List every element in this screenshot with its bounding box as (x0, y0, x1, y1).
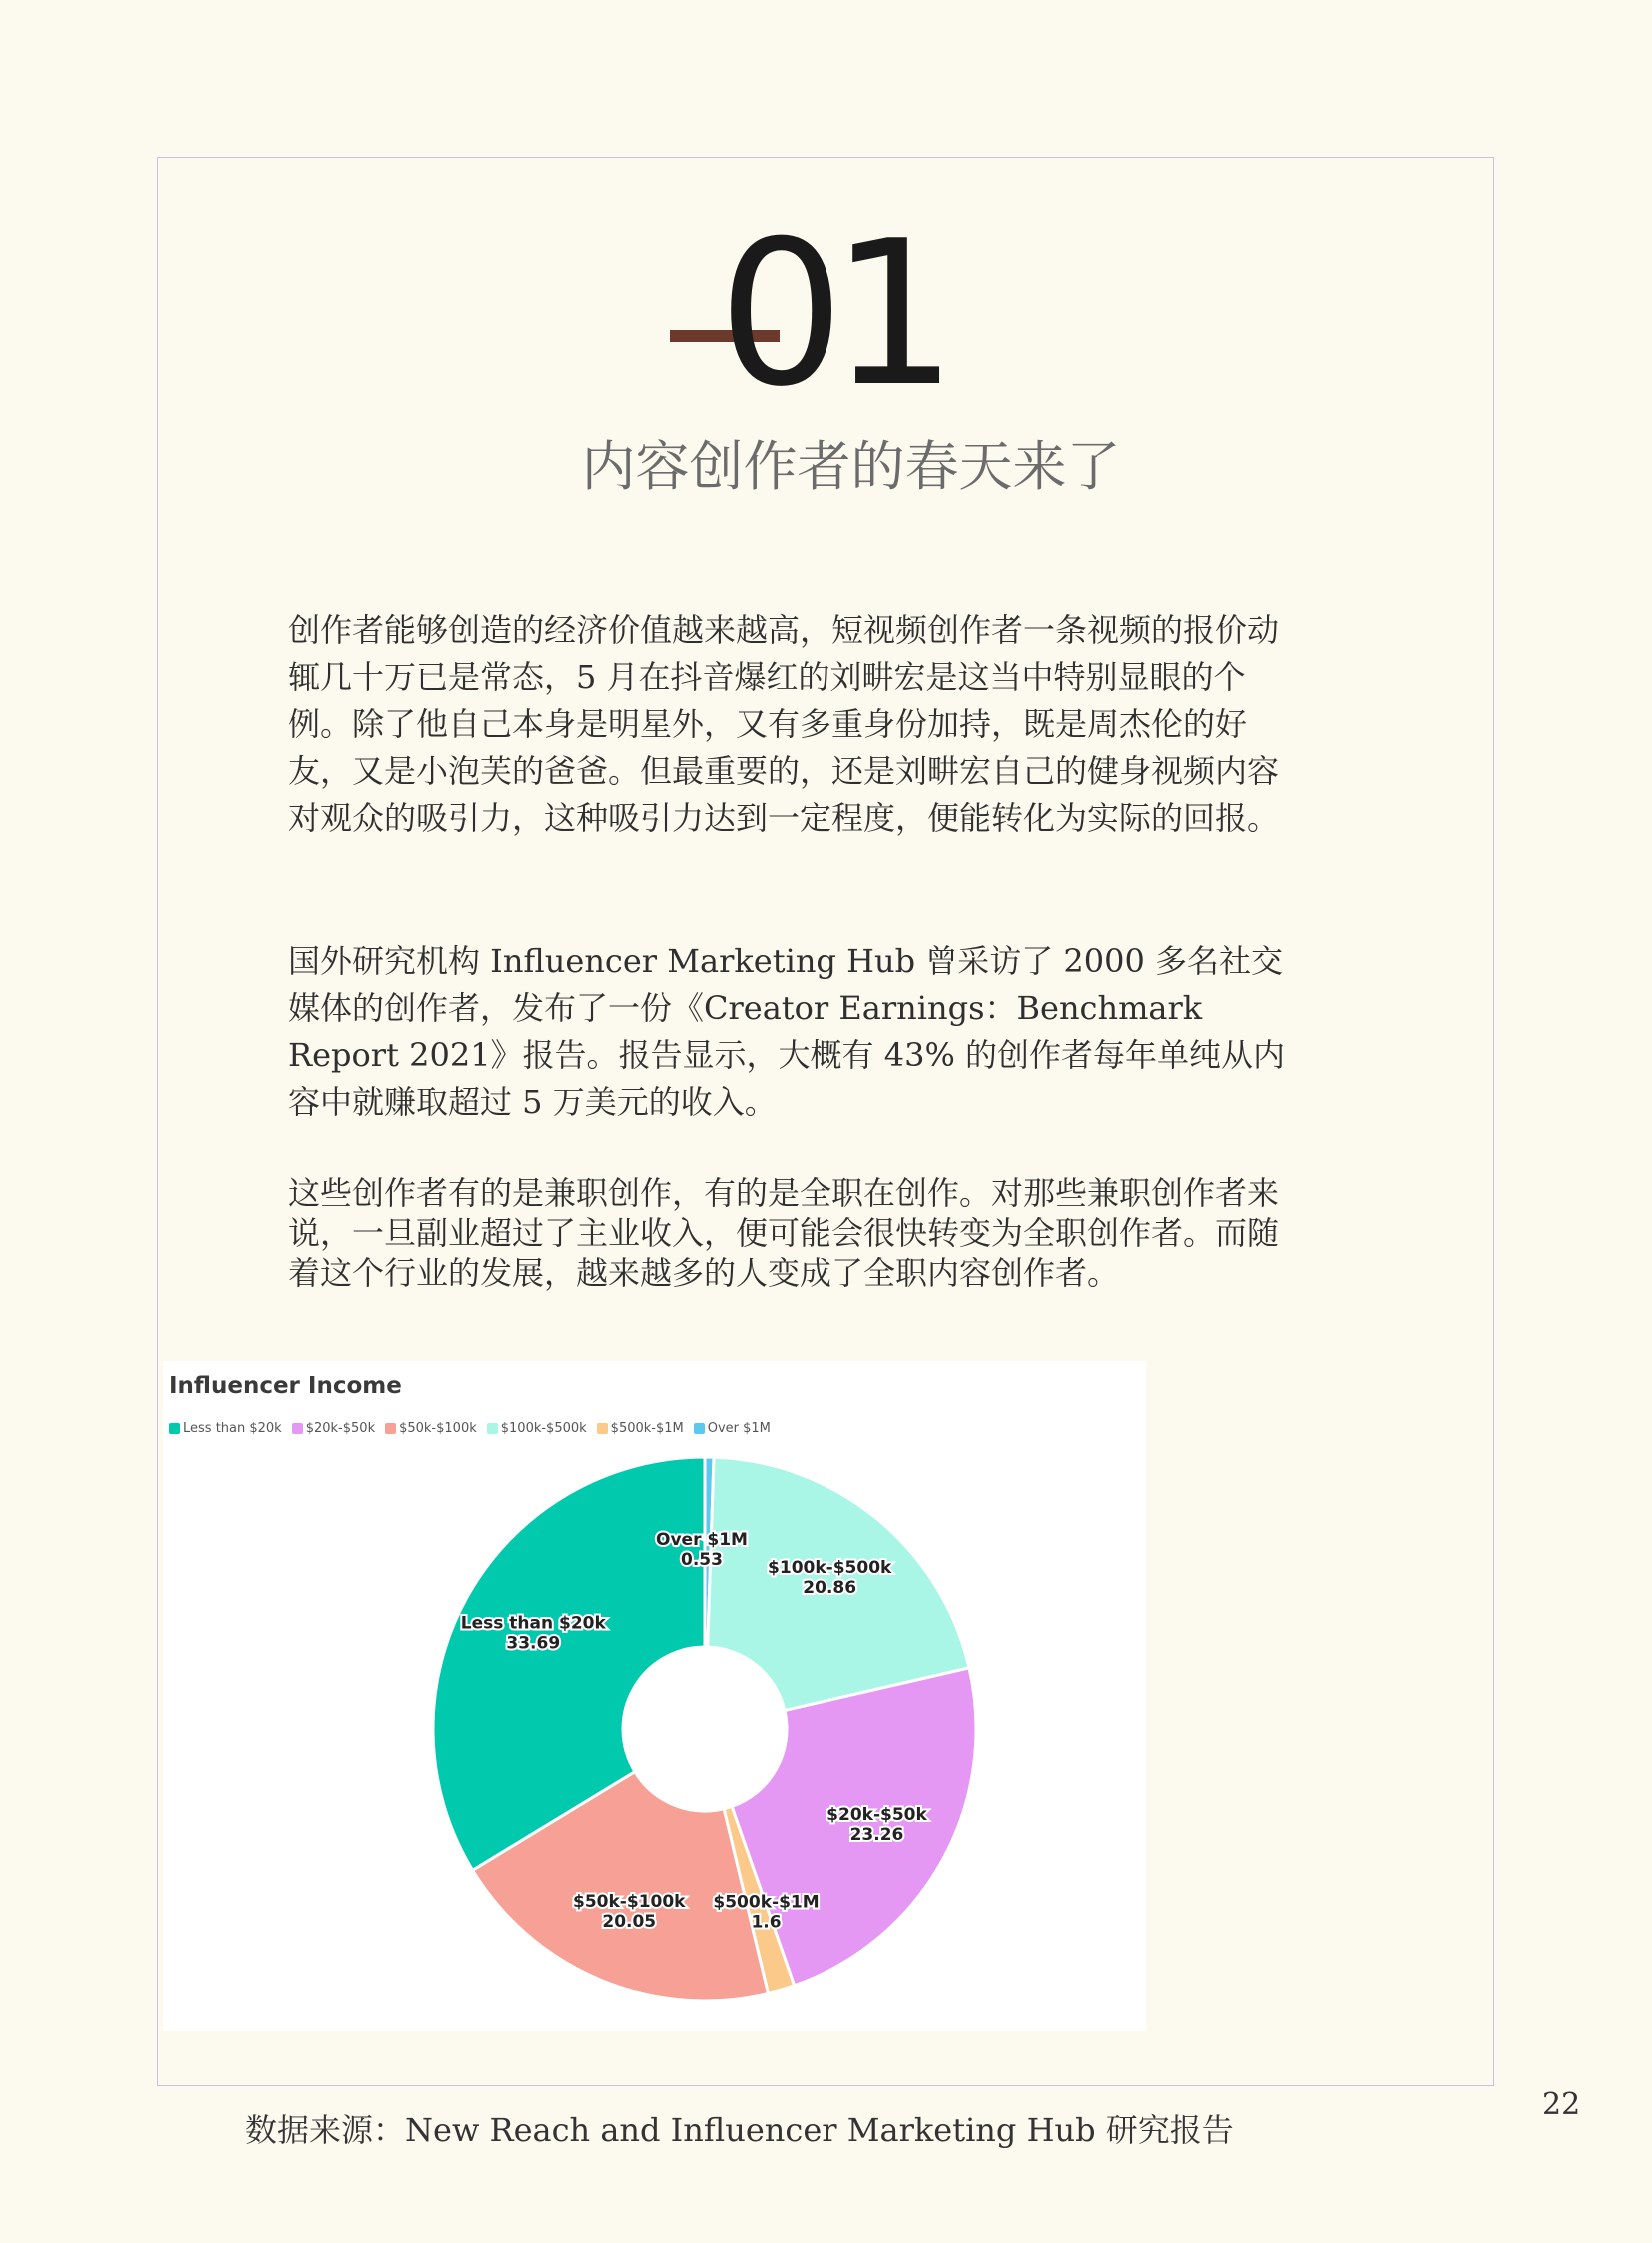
paragraph-1: 创作者能够创造的经济价值越来越高，短视频创作者一条视频的报价动辄几十万已是常态，5 月在抖音爆红的刘畊宏是这当中特别显眼的个例。除了他自己本身是明星外，又有多重身份加持，既是周杰伦的好友，又是小泡芙的爸爸。但最重要的，还是刘畊宏自己的健身视频内容对观众的吸引力，这种吸引力达到一定程度，便能转化为实际的回报。 (288, 611, 1280, 837)
slice-label: Over $1M (656, 1530, 748, 1551)
data-source-note: 数据来源：New Reach and Influencer Marketing Hub 研究报告 (245, 2111, 1234, 2149)
legend-label: Less than $20k (183, 1421, 282, 1436)
legend-label: $500k-$1M (610, 1421, 684, 1436)
chapter-number: 01 (718, 198, 944, 431)
legend-label: Over $1M (707, 1421, 771, 1436)
slice-value-label: 1.6 (751, 1912, 782, 1933)
slice-value-label: 20.86 (803, 1577, 857, 1598)
paragraph-3: 这些创作者有的是兼职创作，有的是全职在创作。对那些兼职创作者来说，一旦副业超过了主业收入，便可能会很快转变为全职创作者。而随着这个行业的发展，越来越多的人变成了全职内容创作者。 (288, 1174, 1280, 1292)
slice-value-label: 20.05 (602, 1911, 657, 1932)
paragraph-2: 国外研究机构 Influencer Marketing Hub 曾采访了 2000 多名社交媒体的创作者，发布了一份《Creator Earnings：Benchmark Report 2021》报告。报告显示，大概有 43% 的创作者每年单纯从内容中就赚取超过 5 万美元的收入。 (288, 942, 1286, 1121)
slice-label: $50k-$100k (573, 1891, 686, 1912)
slice-value-label: 33.69 (506, 1633, 561, 1654)
page-number: 22 (1542, 2087, 1581, 2122)
slice-label: $500k-$1M (713, 1892, 820, 1913)
slice-label: $20k-$50k (826, 1805, 927, 1826)
slice-value-label: 23.26 (849, 1825, 904, 1846)
legend-label: $100k-$500k (500, 1421, 587, 1436)
influencer-income-chart (163, 1361, 1146, 2031)
legend-label: $50k-$100k (399, 1421, 477, 1436)
slice-value-label: 0.53 (681, 1550, 723, 1571)
chart-title: Influencer Income (169, 1373, 402, 1399)
chapter-title: 内容创作者的春天来了 (581, 435, 1121, 498)
donut-chart-svg (163, 1361, 1146, 2031)
slice-label: Less than $20k (460, 1613, 606, 1634)
slice-label: $100k-$500k (768, 1557, 892, 1578)
legend-label: $20k-$50k (305, 1421, 376, 1436)
